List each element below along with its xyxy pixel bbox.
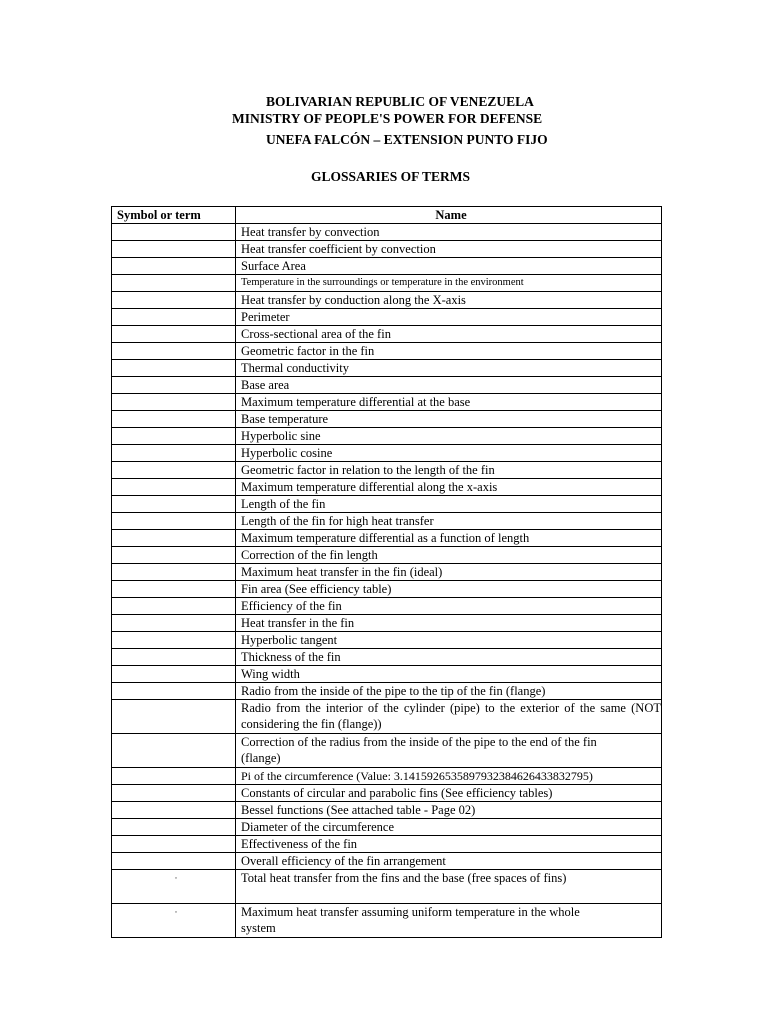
- name-cell: Length of the fin: [236, 496, 662, 513]
- symbol-cell: [112, 394, 236, 411]
- table-row: [112, 343, 662, 360]
- table-row: [112, 853, 662, 870]
- name-cell: Radio from the interior of the cylinder (pipe) to the exterior of the same (NOT considering the fin (flange)): [236, 700, 662, 734]
- symbol-cell: [112, 309, 236, 326]
- symbol-cell: [112, 700, 236, 734]
- table-row: [112, 462, 662, 479]
- symbol-cell: [112, 377, 236, 394]
- table-row: [112, 649, 662, 666]
- name-cell: Hyperbolic sine: [236, 428, 662, 445]
- name-cell: Wing width: [236, 666, 662, 683]
- table-row: [112, 870, 662, 904]
- table-row: [112, 411, 662, 428]
- symbol-cell: [112, 428, 236, 445]
- name-cell: Pi of the circumference (Value: 3.14159265358979323846264338327​95): [236, 768, 662, 785]
- name-cell: Maximum temperature differential at the base: [236, 394, 662, 411]
- name-cell: Effectiveness of the fin: [236, 836, 662, 853]
- table-row: [112, 615, 662, 632]
- table-row: [112, 479, 662, 496]
- symbol-cell: ·: [112, 904, 236, 938]
- name-cell: Correction of the radius from the inside of the pipe to the end of the fin (flange): [236, 734, 662, 768]
- name-cell: Thermal conductivity: [236, 360, 662, 377]
- name-cell: Base area: [236, 377, 662, 394]
- header-ministry: MINISTRY OF PEOPLE'S POWER FOR DEFENSE: [232, 111, 543, 126]
- name-cell: Efficiency of the fin: [236, 598, 662, 615]
- symbol-cell: [112, 615, 236, 632]
- symbol-cell: [112, 581, 236, 598]
- name-cell: Correction of the fin length: [236, 547, 662, 564]
- symbol-cell: [112, 462, 236, 479]
- name-cell: Diameter of the circumference: [236, 819, 662, 836]
- symbol-cell: [112, 768, 236, 785]
- symbol-cell: [112, 258, 236, 275]
- name-cell: Hyperbolic cosine: [236, 445, 662, 462]
- name-cell: Heat transfer by conduction along the X-axis: [236, 292, 662, 309]
- table-header-row: [112, 207, 662, 224]
- table-row: [112, 224, 662, 241]
- symbol-cell: [112, 853, 236, 870]
- symbol-cell: [112, 224, 236, 241]
- table-row: [112, 581, 662, 598]
- symbol-cell: [112, 513, 236, 530]
- name-cell: Temperature in the surroundings or temperature in the environment: [236, 275, 662, 292]
- name-cell: Overall efficiency of the fin arrangement: [236, 853, 662, 870]
- symbol-cell: [112, 360, 236, 377]
- name-cell: Constants of circular and parabolic fins (See efficiency tables): [236, 785, 662, 802]
- table-row: [112, 734, 662, 768]
- header-country: BOLIVARIAN REPUBLIC OF VENEZUELA: [266, 94, 534, 109]
- symbol-cell: [112, 734, 236, 768]
- symbol-cell: [112, 326, 236, 343]
- table-row: [112, 309, 662, 326]
- name-cell: Geometric factor in the fin: [236, 343, 662, 360]
- name-cell: Hyperbolic tangent: [236, 632, 662, 649]
- name-cell: Geometric factor in relation to the length of the fin: [236, 462, 662, 479]
- name-cell: Bessel functions (See attached table - Page 02): [236, 802, 662, 819]
- name-cell: Radio from the inside of the pipe to the tip of the fin (flange): [236, 683, 662, 700]
- symbol-cell: [112, 411, 236, 428]
- name-cell: Cross-sectional area of the fin: [236, 326, 662, 343]
- table-row: [112, 241, 662, 258]
- table-row: [112, 904, 662, 938]
- name-cell: Total heat transfer from the fins and the base (free spaces of fins): [236, 870, 662, 904]
- table-row: [112, 496, 662, 513]
- symbol-cell: [112, 666, 236, 683]
- table-row: [112, 768, 662, 785]
- symbol-cell: [112, 343, 236, 360]
- table-row: [112, 513, 662, 530]
- symbol-cell: [112, 530, 236, 547]
- glossary-table: [111, 206, 662, 938]
- table-row: [112, 326, 662, 343]
- symbol-cell: [112, 241, 236, 258]
- header-institution: UNEFA FALCÓN – EXTENSION PUNTO FIJO: [266, 132, 548, 147]
- table-row: [112, 666, 662, 683]
- symbol-cell: [112, 649, 236, 666]
- table-row: [112, 530, 662, 547]
- name-cell: Base temperature: [236, 411, 662, 428]
- table-row: [112, 275, 662, 292]
- table-row: [112, 445, 662, 462]
- symbol-cell: [112, 819, 236, 836]
- table-row: [112, 598, 662, 615]
- name-cell: Maximum heat transfer in the fin (ideal): [236, 564, 662, 581]
- table-row: [112, 802, 662, 819]
- symbol-cell: [112, 496, 236, 513]
- name-cell: Maximum heat transfer assuming uniform temperature in the whole system: [236, 904, 662, 938]
- name-cell: Length of the fin for high heat transfer: [236, 513, 662, 530]
- table-row: [112, 394, 662, 411]
- table-row: [112, 683, 662, 700]
- symbol-cell: [112, 683, 236, 700]
- symbol-cell: [112, 564, 236, 581]
- table-row: [112, 292, 662, 309]
- table-row: [112, 819, 662, 836]
- symbol-cell: [112, 598, 236, 615]
- symbol-cell: [112, 547, 236, 564]
- table-row: [112, 377, 662, 394]
- symbol-cell: [112, 292, 236, 309]
- table-row: [112, 258, 662, 275]
- name-cell: Heat transfer by convection: [236, 224, 662, 241]
- symbol-cell: [112, 479, 236, 496]
- name-cell: Fin area (See efficiency table): [236, 581, 662, 598]
- name-cell: Maximum temperature differential along the x-axis: [236, 479, 662, 496]
- table-row: [112, 564, 662, 581]
- name-cell: Surface Area: [236, 258, 662, 275]
- name-cell: Thickness of the fin: [236, 649, 662, 666]
- symbol-cell: [112, 785, 236, 802]
- symbol-cell: [112, 632, 236, 649]
- symbol-cell: ·: [112, 870, 236, 904]
- table-row: [112, 428, 662, 445]
- symbol-cell: [112, 275, 236, 292]
- name-cell: Heat transfer in the fin: [236, 615, 662, 632]
- table-row: [112, 836, 662, 853]
- table-row: [112, 785, 662, 802]
- symbol-cell: [112, 802, 236, 819]
- table-row: [112, 360, 662, 377]
- table-row: [112, 700, 662, 734]
- symbol-cell: [112, 445, 236, 462]
- document-title: GLOSSARIES OF TERMS: [311, 169, 471, 184]
- table-row: [112, 632, 662, 649]
- name-cell: Heat transfer coefficient by convection: [236, 241, 662, 258]
- symbol-cell: [112, 836, 236, 853]
- column-header-symbol: Symbol or term: [112, 207, 236, 224]
- column-header-name: Name: [236, 207, 662, 224]
- table-row: [112, 547, 662, 564]
- name-cell: Perimeter: [236, 309, 662, 326]
- name-cell: Maximum temperature differential as a function of length: [236, 530, 662, 547]
